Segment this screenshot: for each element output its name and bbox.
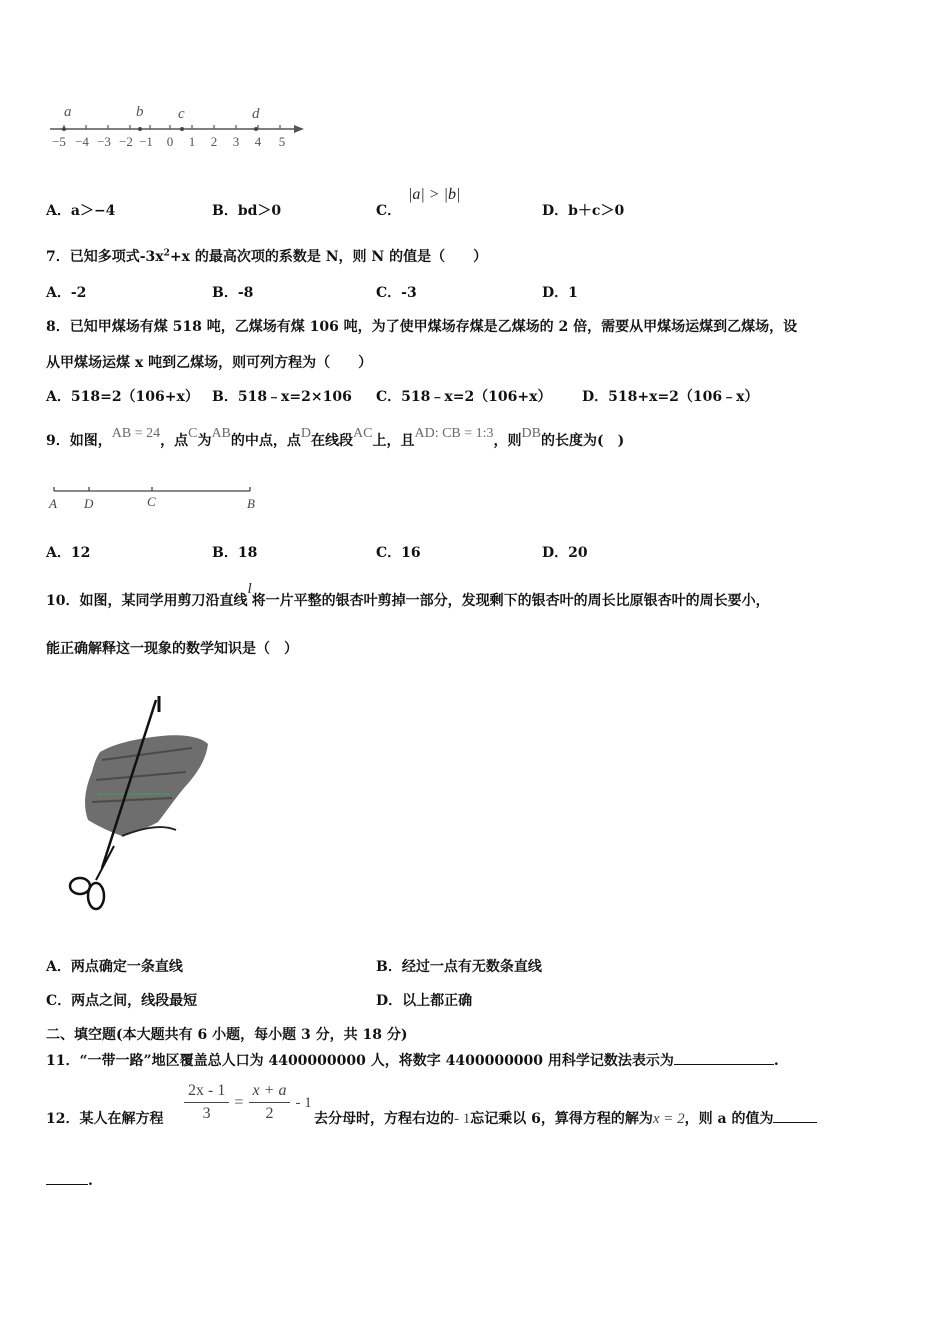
q10-option-a: A．两点确定一条直线 bbox=[46, 959, 183, 975]
segment-figure bbox=[44, 480, 269, 516]
point-label-c: c bbox=[178, 106, 185, 122]
tick-label: 0 bbox=[166, 134, 174, 149]
segment-label-c: C bbox=[147, 494, 156, 509]
tick-label: 3 bbox=[232, 134, 240, 149]
segment-label-b: B bbox=[247, 496, 255, 511]
q11-stem: 11．“一带一路”地区覆盖总人口为 4400000000 人，将数字 4400000000 用科学记数法表示为 . bbox=[46, 1050, 779, 1070]
fraction-right: $\frac{x + a}{2}$ bbox=[249, 1082, 291, 1123]
q7-option-c: C．-3 bbox=[376, 285, 417, 301]
segment-label-a: A bbox=[49, 496, 57, 511]
scissor-handle-right bbox=[88, 883, 104, 909]
q9-option-d: D．20 bbox=[542, 545, 588, 561]
q9-option-a: A．12 bbox=[46, 545, 91, 561]
q10-stem-line1: 10．如图，某同学用剪刀沿直线l将一片平整的银杏叶剪掉一部分，发现剩下的银杏叶的周长比原银杏叶的周长要小， bbox=[46, 581, 770, 609]
q7-stem: 7．已知多项式$-3x^2+x$ 的最高次项的系数是 N，则 N 的值是（ ） bbox=[46, 248, 488, 265]
point-label-a: a bbox=[64, 104, 72, 120]
q12-answer-blank-continued[interactable]: . bbox=[46, 1170, 93, 1189]
tick-label: −1 bbox=[139, 134, 153, 149]
ginkgo-scissors-figure bbox=[62, 690, 222, 920]
point-label-b: b bbox=[136, 104, 144, 120]
ginkgo-leaf bbox=[85, 735, 208, 836]
point-c-marker bbox=[180, 127, 184, 131]
segment-label-d: D bbox=[84, 496, 94, 511]
point-b-marker bbox=[138, 127, 142, 131]
tick-label: −3 bbox=[97, 134, 111, 149]
q12-answer-blank[interactable] bbox=[773, 1108, 817, 1123]
q6-option-a: A．a＞−4 bbox=[46, 203, 116, 219]
number-line-figure bbox=[42, 100, 312, 160]
q8-option-b: B．518﹣x=2×106 bbox=[212, 389, 352, 405]
q10-stem-line2: 能正确解释这一现象的数学知识是（ ） bbox=[46, 641, 298, 657]
q7-option-a: A．-2 bbox=[46, 285, 87, 301]
q9-option-c: C．16 bbox=[376, 545, 421, 561]
q12-stem-rest: 去分母时，方程右边的- 1忘记乘以 6，算得方程的解为x = 2，则 a 的值为 bbox=[314, 1108, 817, 1128]
q9-stem: 9．如图，AB = 24，点C为AB的中点，点D在线段AC上，且AD: CB = 1:3，则DB的长度为( ) bbox=[46, 426, 625, 449]
q10-option-d: D．以上都正确 bbox=[376, 993, 473, 1009]
q6-option-c-math: |a| > |b| bbox=[408, 186, 461, 203]
q12-label: 12．某人在解方程 bbox=[46, 1111, 164, 1127]
q11-answer-blank[interactable] bbox=[674, 1050, 774, 1065]
q8-stem-line1: 8．已知甲煤场有煤 518 吨，乙煤场有煤 106 吨，为了使甲煤场存煤是乙煤场的 2 倍，需要从甲煤场运煤到乙煤场，设 bbox=[46, 319, 798, 335]
q10-option-c: C．两点之间，线段最短 bbox=[46, 993, 198, 1009]
tick-label: −5 bbox=[52, 134, 66, 149]
q8-option-d: D．518+x=2（106﹣x） bbox=[582, 389, 759, 405]
q6-option-c: C． bbox=[376, 203, 402, 219]
fraction-left: $\frac{2x - 1}{3}$ bbox=[184, 1082, 229, 1123]
q6-option-b: B．bd＞0 bbox=[212, 203, 282, 219]
scissor-handle-left bbox=[70, 878, 90, 894]
q8-option-a: A．518=2（106+x） bbox=[46, 389, 199, 405]
tick-label: −4 bbox=[75, 134, 89, 149]
point-a-marker bbox=[62, 127, 66, 131]
q9-option-b: B．18 bbox=[212, 545, 258, 561]
tick-label: 5 bbox=[278, 134, 286, 149]
tick-label: 4 bbox=[254, 134, 262, 149]
section-heading: 二、填空题(本大题共有 6 小题，每小题 3 分，共 18 分) bbox=[46, 1027, 408, 1043]
q6-option-d: D．b＋c＞0 bbox=[542, 203, 625, 219]
tick-label: 2 bbox=[210, 134, 218, 149]
q8-stem-line2: 从甲煤场运煤 x 吨到乙煤场，则可列方程为（ ） bbox=[46, 355, 373, 371]
q8-option-c: C．518﹣x=2（106+x） bbox=[376, 389, 552, 405]
q7-option-b: B．-8 bbox=[212, 285, 254, 301]
q12-equation: $\frac{2x - 1}{3}$ = $\frac{x + a}{2}$ - 1 bbox=[184, 1082, 312, 1123]
tick-label: −2 bbox=[119, 134, 133, 149]
point-d-marker bbox=[254, 127, 258, 131]
q7-option-d: D．1 bbox=[542, 285, 578, 301]
tick-label: 1 bbox=[188, 134, 196, 149]
q10-option-b: B．经过一点有无数条直线 bbox=[376, 959, 542, 975]
point-label-d: d bbox=[252, 106, 260, 122]
